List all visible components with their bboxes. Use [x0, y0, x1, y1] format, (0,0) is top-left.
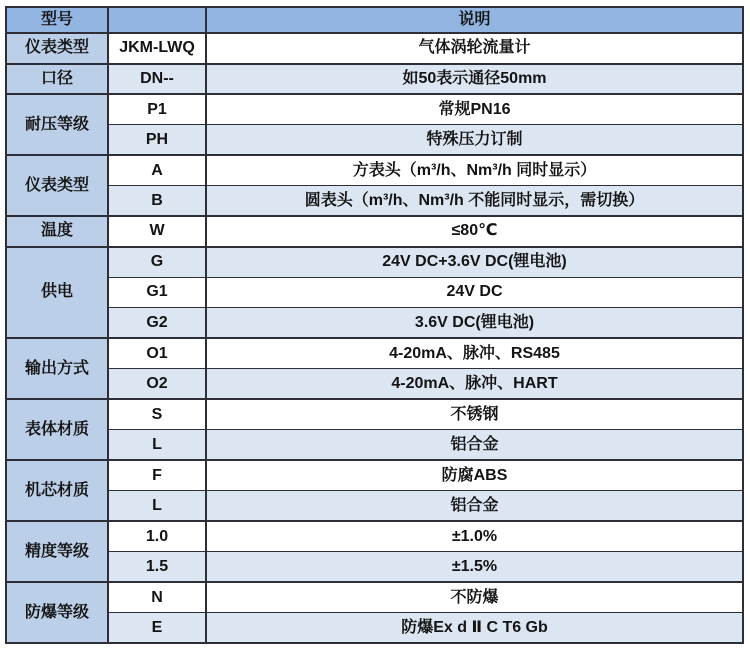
description-cell: ≤80℃ — [206, 216, 743, 247]
spec-row — [6, 552, 743, 583]
code-cell: L — [108, 491, 206, 522]
category-cell: 温度 — [6, 216, 108, 247]
category-cell: 口径 — [6, 64, 108, 95]
code-cell: JKM-LWQ — [108, 33, 206, 64]
spec-row — [6, 216, 743, 247]
header-row — [6, 7, 743, 33]
code-cell: A — [108, 155, 206, 186]
category-cell: 仪表类型 — [6, 33, 108, 64]
header-cell-model: 型号 — [6, 7, 108, 33]
spec-row — [6, 277, 743, 308]
description-cell: 特殊压力订制 — [206, 125, 743, 156]
spec-row — [6, 430, 743, 461]
spec-row — [6, 94, 743, 125]
code-cell: G1 — [108, 277, 206, 308]
code-cell: O2 — [108, 369, 206, 400]
spec-table-container — [5, 6, 742, 644]
code-cell: P1 — [108, 94, 206, 125]
spec-row — [6, 338, 743, 369]
description-cell: 常规PN16 — [206, 94, 743, 125]
category-cell: 表体材质 — [6, 399, 108, 460]
spec-table-body — [6, 33, 743, 643]
spec-row — [6, 460, 743, 491]
description-cell: 铝合金 — [206, 491, 743, 522]
description-cell: 24V DC — [206, 277, 743, 308]
category-cell: 耐压等级 — [6, 94, 108, 155]
category-cell: 供电 — [6, 247, 108, 339]
header-cell-code — [108, 7, 206, 33]
description-cell: 4-20mA、脉冲、HART — [206, 369, 743, 400]
code-cell: F — [108, 460, 206, 491]
code-cell: W — [108, 216, 206, 247]
spec-row — [6, 64, 743, 95]
category-cell: 输出方式 — [6, 338, 108, 399]
spec-row — [6, 308, 743, 339]
description-cell: 气体涡轮流量计 — [206, 33, 743, 64]
spec-row — [6, 399, 743, 430]
spec-row — [6, 33, 743, 64]
category-cell: 机芯材质 — [6, 460, 108, 521]
description-cell: ±1.0% — [206, 521, 743, 552]
description-cell: 24V DC+3.6V DC(锂电池) — [206, 247, 743, 278]
description-cell: 圆表头（m³/h、Nm³/h 不能同时显示，需切换） — [206, 186, 743, 217]
code-cell: G — [108, 247, 206, 278]
spec-row — [6, 582, 743, 613]
spec-table — [5, 6, 744, 644]
code-cell: DN-- — [108, 64, 206, 95]
spec-row — [6, 521, 743, 552]
category-cell: 仪表类型 — [6, 155, 108, 216]
code-cell: G2 — [108, 308, 206, 339]
code-cell: E — [108, 613, 206, 644]
description-cell: 不防爆 — [206, 582, 743, 613]
code-cell: 1.5 — [108, 552, 206, 583]
spec-row — [6, 491, 743, 522]
description-cell: ±1.5% — [206, 552, 743, 583]
header-cell-description: 说明 — [206, 7, 743, 33]
spec-row — [6, 186, 743, 217]
category-cell: 精度等级 — [6, 521, 108, 582]
code-cell: PH — [108, 125, 206, 156]
code-cell: O1 — [108, 338, 206, 369]
spec-row — [6, 613, 743, 644]
code-cell: B — [108, 186, 206, 217]
spec-row — [6, 155, 743, 186]
spec-row — [6, 125, 743, 156]
category-cell: 防爆等级 — [6, 582, 108, 643]
description-cell: 铝合金 — [206, 430, 743, 461]
code-cell: N — [108, 582, 206, 613]
code-cell: 1.0 — [108, 521, 206, 552]
description-cell: 3.6V DC(锂电池) — [206, 308, 743, 339]
description-cell: 防爆Ex d Ⅱ C T6 Gb — [206, 613, 743, 644]
description-cell: 防腐ABS — [206, 460, 743, 491]
spec-row — [6, 369, 743, 400]
description-cell: 不锈钢 — [206, 399, 743, 430]
description-cell: 如50表示通径50mm — [206, 64, 743, 95]
description-cell: 4-20mA、脉冲、RS485 — [206, 338, 743, 369]
description-cell: 方表头（m³/h、Nm³/h 同时显示） — [206, 155, 743, 186]
code-cell: S — [108, 399, 206, 430]
code-cell: L — [108, 430, 206, 461]
spec-row — [6, 247, 743, 278]
